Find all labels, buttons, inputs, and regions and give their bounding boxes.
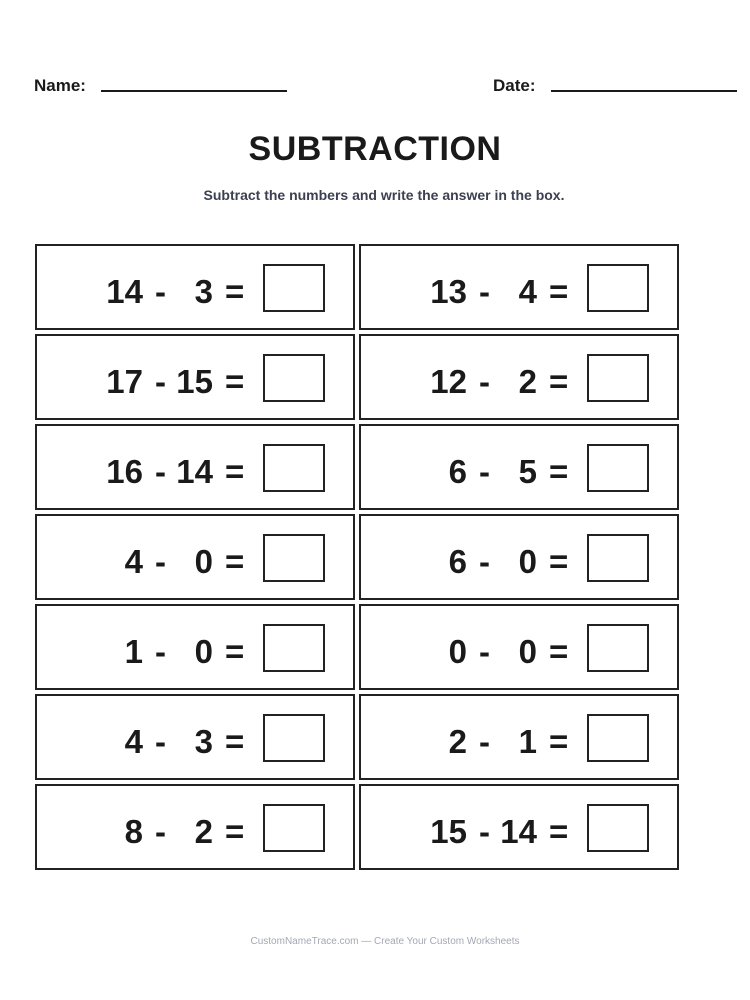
footer-text: CustomNameTrace.com — Create Your Custom Worksheets: [250, 936, 520, 947]
minus-sign: -: [155, 633, 166, 670]
equals-sign: =: [225, 273, 245, 310]
answer-box[interactable]: [263, 804, 325, 852]
equals-sign: =: [225, 543, 245, 580]
answer-box[interactable]: [587, 354, 649, 402]
subtrahend: 3: [194, 273, 213, 310]
minuend: 8: [124, 813, 143, 850]
equals-sign: =: [225, 453, 245, 490]
minuend: 16: [106, 453, 143, 490]
equals-sign: =: [225, 723, 245, 760]
answer-box[interactable]: [587, 534, 649, 582]
subtrahend: 14: [176, 453, 213, 490]
problem-cell: [359, 604, 679, 690]
subtrahend: 3: [194, 723, 213, 760]
equals-sign: =: [549, 633, 569, 670]
instructions: Subtract the numbers and write the answer in the box.: [203, 187, 565, 203]
problem-cell: [35, 244, 355, 330]
subtrahend: 15: [176, 363, 213, 400]
problem-cell: [35, 604, 355, 690]
minuend: 12: [430, 363, 467, 400]
subtrahend: 2: [518, 363, 537, 400]
minuend: 15: [430, 813, 467, 850]
problem-cell: [359, 424, 679, 510]
minus-sign: -: [479, 723, 490, 760]
answer-box[interactable]: [587, 624, 649, 672]
minus-sign: -: [155, 363, 166, 400]
problem-cell: [359, 334, 679, 420]
subtrahend: 0: [518, 543, 537, 580]
subtrahend: 0: [194, 633, 213, 670]
answer-box[interactable]: [587, 714, 649, 762]
answer-box[interactable]: [263, 444, 325, 492]
equals-sign: =: [549, 813, 569, 850]
minuend: 14: [106, 273, 143, 310]
minuend: 6: [448, 453, 467, 490]
minuend: 1: [124, 633, 143, 670]
answer-box[interactable]: [263, 534, 325, 582]
minuend: 2: [448, 723, 467, 760]
name-line[interactable]: [101, 90, 287, 92]
answer-box[interactable]: [263, 264, 325, 312]
minuend: 0: [448, 633, 467, 670]
subtrahend: 5: [518, 453, 537, 490]
minus-sign: -: [479, 453, 490, 490]
date-label: Date:: [493, 76, 536, 95]
problem-cell: [359, 784, 679, 870]
minus-sign: -: [479, 813, 490, 850]
minuend: 6: [448, 543, 467, 580]
problem-cell: [359, 694, 679, 780]
subtrahend: 2: [194, 813, 213, 850]
minus-sign: -: [479, 633, 490, 670]
problem-cell: [35, 424, 355, 510]
equals-sign: =: [549, 363, 569, 400]
problem-cell: [359, 244, 679, 330]
answer-box[interactable]: [587, 804, 649, 852]
subtrahend: 0: [194, 543, 213, 580]
problem-cell: [35, 514, 355, 600]
date-line[interactable]: [551, 90, 737, 92]
subtrahend: 0: [518, 633, 537, 670]
problem-cell: [35, 694, 355, 780]
equals-sign: =: [225, 633, 245, 670]
problem-cell: [359, 514, 679, 600]
equals-sign: =: [225, 813, 245, 850]
equals-sign: =: [225, 363, 245, 400]
answer-box[interactable]: [263, 354, 325, 402]
minuend: 4: [124, 723, 143, 760]
minuend: 13: [430, 273, 467, 310]
equals-sign: =: [549, 453, 569, 490]
minus-sign: -: [479, 363, 490, 400]
subtrahend: 14: [500, 813, 537, 850]
minus-sign: -: [479, 273, 490, 310]
answer-box[interactable]: [587, 444, 649, 492]
minus-sign: -: [155, 543, 166, 580]
equals-sign: =: [549, 543, 569, 580]
problem-cell: [35, 334, 355, 420]
problem-cell: [35, 784, 355, 870]
worksheet-title: SUBTRACTION: [248, 130, 502, 168]
name-label: Name:: [34, 76, 86, 95]
equals-sign: =: [549, 273, 569, 310]
minuend: 17: [106, 363, 143, 400]
minus-sign: -: [155, 723, 166, 760]
minus-sign: -: [155, 273, 166, 310]
problem-grid: [35, 244, 683, 874]
minuend: 4: [124, 543, 143, 580]
minus-sign: -: [155, 453, 166, 490]
answer-box[interactable]: [587, 264, 649, 312]
equals-sign: =: [549, 723, 569, 760]
minus-sign: -: [155, 813, 166, 850]
minus-sign: -: [479, 543, 490, 580]
subtrahend: 4: [518, 273, 537, 310]
answer-box[interactable]: [263, 624, 325, 672]
answer-box[interactable]: [263, 714, 325, 762]
subtrahend: 1: [518, 723, 537, 760]
